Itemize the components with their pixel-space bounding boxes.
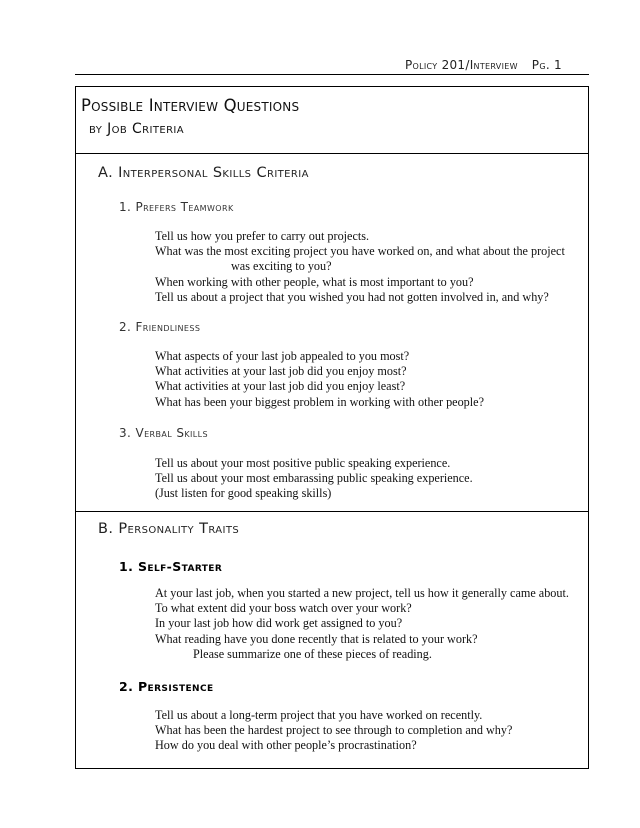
- section-divider: [76, 511, 588, 512]
- question-line: Tell us about a project that you wished you had not gotten involved in, and why?: [155, 289, 549, 304]
- question-line: What was the most exciting project you have worked on, and what about the project: [155, 244, 565, 259]
- self-starter-questions: [155, 586, 569, 662]
- question-line: How do you deal with other people’s procrastination?: [155, 738, 417, 753]
- question-line: Tell us how you prefer to carry out projects.: [155, 229, 370, 243]
- question-line: What activities at your last job did you enjoy most?: [155, 364, 407, 379]
- question-line: To what extent did your boss watch over your work?: [155, 601, 412, 616]
- question-line: What activities at your last job did you enjoy least?: [155, 379, 406, 394]
- question-line: In your last job how did work get assigned to you?: [155, 616, 403, 631]
- question-line: What aspects of your last job appealed to you most?: [155, 349, 410, 363]
- question-line: What has been your biggest problem in working with other people?: [155, 394, 484, 409]
- section-a-heading: A. Interpersonal Skills Criteria: [98, 165, 309, 181]
- question-line: (Just listen for good speaking skills): [155, 486, 332, 501]
- verbal-questions: [155, 456, 473, 502]
- document-title: Possible Interview Questions: [81, 96, 300, 115]
- page-number: Pg. 1: [531, 58, 562, 72]
- persistence-questions: [155, 708, 512, 754]
- question-line: Tell us about a long-term project that you have worked on recently.: [155, 708, 483, 722]
- teamwork-questions: [155, 229, 565, 305]
- question-line: was exciting to you?: [231, 259, 332, 274]
- subsection-friendliness-heading: 2. Friendliness: [119, 320, 201, 334]
- question-line: Please summarize one of these pieces of reading.: [193, 646, 432, 661]
- subsection-teamwork-heading: 1. Prefers Teamwork: [119, 200, 234, 214]
- question-line: What has been the hardest project to see through to completion and why?: [155, 723, 513, 738]
- header-rule: [75, 74, 589, 75]
- page-header: [405, 58, 562, 72]
- friendliness-questions: [155, 349, 484, 410]
- subsection-self-starter-heading: 1. Self-Starter: [119, 559, 223, 574]
- document-subtitle: by Job Criteria: [89, 121, 185, 137]
- question-line: Tell us about your most positive public speaking experience.: [155, 456, 451, 470]
- question-line: At your last job, when you started a new project, tell us how it generally came about.: [155, 586, 569, 600]
- question-line: Tell us about your most embarassing public speaking experience.: [155, 471, 473, 486]
- title-divider: [76, 153, 588, 154]
- subsection-persistence-heading: 2. Persistence: [119, 679, 214, 694]
- question-line: What reading have you done recently that is related to your work?: [155, 631, 478, 646]
- subsection-verbal-heading: 3. Verbal Skills: [119, 426, 208, 440]
- question-line: When working with other people, what is most important to you?: [155, 274, 474, 289]
- questions-box: [75, 86, 589, 769]
- section-b-heading: B. Personality Traits: [98, 521, 240, 537]
- policy-label: Policy 201/Interview: [404, 58, 518, 72]
